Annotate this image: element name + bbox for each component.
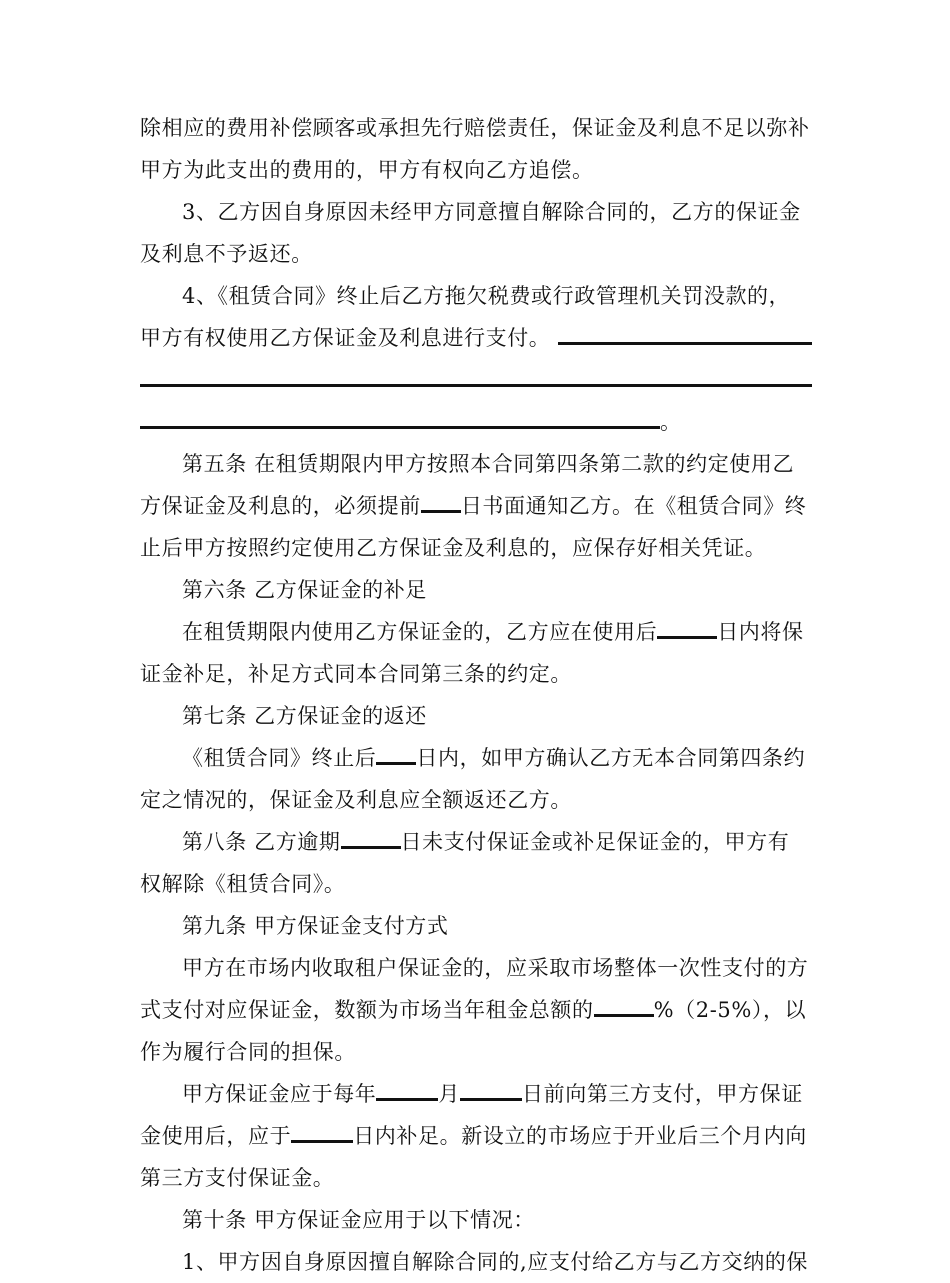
text-line: 第三方支付保证金。 [140,1166,335,1190]
text-line: 甲方在市场内收取租户保证金的，应采取市场整体一次性支付的方 [182,956,809,980]
fill-in-blank[interactable] [341,827,401,849]
text-line: 除相应的费用补偿顾客或承担先行赔偿责任，保证金及利息不足以弥补 [140,116,810,140]
clause-3: 3、乙方因自身原因未经甲方同意擅自解除合同的，乙方的保证金 [182,200,801,224]
article-heading: 第十条 [182,1208,247,1232]
text-line: 及利息不予返还。 [140,242,313,266]
article-title: 乙方保证金的返还 [254,704,427,728]
text-line: 在租赁期限内使用乙方保证金的，乙方应在使用后 日内将保 [140,611,812,653]
fill-in-blank[interactable] [558,323,812,345]
fill-in-blank[interactable] [291,1121,353,1143]
article-7 [140,695,812,737]
text-line: 《租赁合同》终止后 日内，如甲方确认乙方无本合同第四条约 [140,737,812,779]
contract-text [140,107,812,1283]
text-line: 甲方有权使用乙方保证金及利息进行支付。 [140,317,812,359]
clause-4: 4、《租赁合同》终止后乙方拖欠税费或行政管理机关罚没款的， [182,284,791,308]
article-title: 乙方保证金的补足 [254,578,427,602]
fill-in-blank[interactable] [421,491,461,513]
article-heading: 第七条 [182,704,247,728]
article-heading: 第五条 [182,452,247,476]
fill-in-blank[interactable] [140,407,660,429]
text-line: 。 [140,401,812,443]
text-line: 甲方为此支出的费用的，甲方有权向乙方追偿。 [140,158,594,182]
article-5: 第五条 在租赁期限内甲方按照本合同第四条第二款的约定使用乙 [182,452,795,476]
fill-in-blank[interactable] [657,617,717,639]
text-line: 甲方保证金应于每年 月 日前向第三方支付，甲方保证 [140,1073,812,1115]
article-9 [140,905,812,947]
text-line: 方保证金及利息的，必须提前 日书面通知乙方。在《租赁合同》终 [140,485,812,527]
text-line: 金使用后，应于 日内补足。新设立的市场应于开业后三个月内向 [140,1115,812,1157]
article-heading: 第六条 [182,578,247,602]
article-title: 甲方保证金应用于以下情况： [254,1208,535,1232]
text-line: 止后甲方按照约定使用乙方保证金及利息的，应保存好相关凭证。 [140,536,767,560]
text-line: 权解除《租赁合同》。 [140,872,346,896]
text-line [140,359,812,401]
text-line: 证金补足，补足方式同本合同第三条的约定。 [140,662,572,686]
fill-in-blank[interactable] [140,365,812,387]
text-line: 1、甲方因自身原因擅自解除合同的,应支付给乙方与乙方交纳的保 [182,1250,809,1274]
article-heading: 第八条 [182,830,247,854]
article-heading: 第九条 [182,914,247,938]
article-6 [140,569,812,611]
fill-in-blank[interactable] [460,1079,522,1101]
fill-in-blank[interactable] [594,995,654,1017]
article-title: 甲方保证金支付方式 [254,914,449,938]
text-line: 式支付对应保证金，数额为市场当年租金总额的 %（2-5%），以 [140,989,812,1031]
fill-in-blank[interactable] [376,1079,438,1101]
text-line: 作为履行合同的担保。 [140,1040,356,1064]
text-line: 定之情况的，保证金及利息应全额返还乙方。 [140,788,572,812]
article-8: 第八条 乙方逾期 日未支付保证金或补足保证金的，甲方有 [140,821,812,863]
fill-in-blank[interactable] [376,743,416,765]
article-10 [140,1199,812,1241]
